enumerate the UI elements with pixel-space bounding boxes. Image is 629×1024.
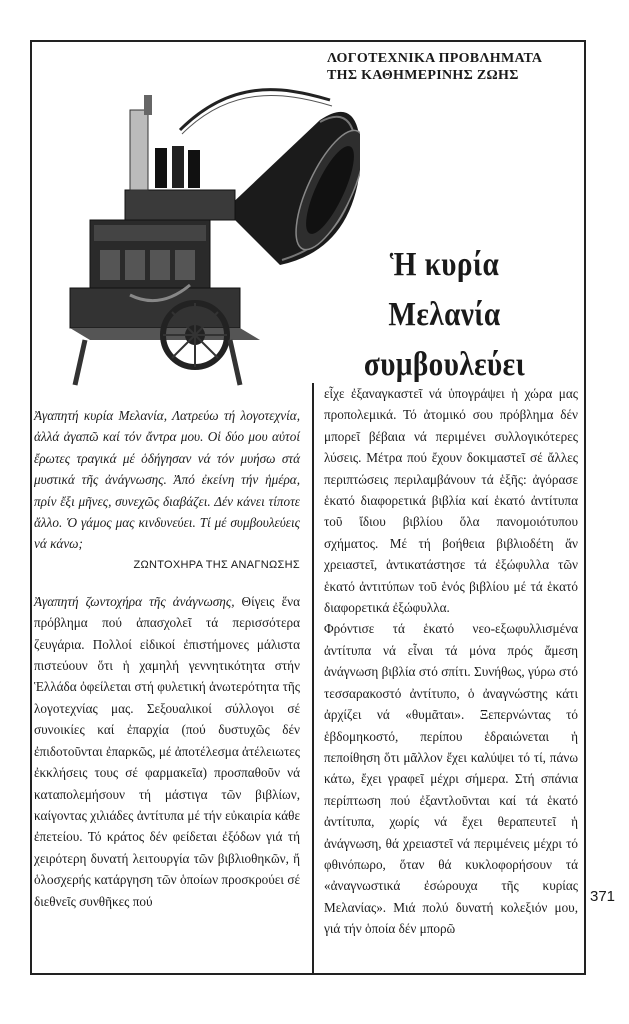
gramophone-icon (30, 60, 360, 390)
right-column-rule (584, 40, 586, 975)
center-column-rule (312, 383, 314, 973)
answer-left-paragraph (34, 591, 300, 912)
answer-salutation: Ἀγαπητή ζωντοχήρα τῆς ἀνάγνωσης, (34, 593, 235, 609)
article-title (331, 240, 559, 390)
kicker-line-2: ΤΗΣ ΚΑΘΗΜΕΡΙΝΗΣ ΖΩΗΣ (327, 68, 519, 83)
reader-letter: Ἀγαπητή κυρία Μελανία, Λατρεύω τή λογοτεχνία, ἀλλά ἀγαπῶ καί τόν ἄντρα μου. Οἱ δύο μου αὐτοί ἔρωτες τραγικά μέ ὁδήγησαν νά τόν μυήσω στά μυστικά τῆς ἀνάγνωσης. Ἀπό ἐκείνη τήν ἡμέρα, πρίν ἔξι μῆνες, συνεχῶς διαβάζει. Δέν κάνει τίποτε ἄλλο. Ὁ γάμος μας κινδυνεύει. Τί μέ συμβουλεύεις νά κάνω; (34, 408, 300, 552)
top-rule (30, 40, 585, 42)
letter-signature: ΖΩΝΤΟΧΗΡΑ ΤΗΣ ΑΝΑΓΝΩΣΗΣ (133, 558, 300, 571)
kicker-line-1: ΛΟΓΟΤΕΧΝΙΚΑ ΠΡΟΒΛΗΜΑΤΑ (327, 51, 543, 66)
title-line-1: Ἡ κυρία Μελανία (388, 246, 501, 333)
answer-left-text: Θίγεις ἕνα πρόβλημα πού ἀπασχολεῖ τά περισσότερα ζευγάρια. Πολλοί εἰδικοί ἐπιστήμονες μάλιστα πιστεύουν ὅτι ἡ χαμηλή γεννητικότητα στήν Ἑλλάδα ὀφείλεται στή φυλετική ἀνωτερότητα τῆς λογοτεχνίας μας. Σεξουαλικοί σύλλογοι σέ συνοικίες καί ἐπαρχία (πού δυστυχῶς δέν ἐπιδοτοῦνται ἐπαρκῶς, μέ ἀποτέλεσμα ἀτέλειωτες ἐκκλήσεις τους σέ φαρμακεῖα) προσπαθοῦν νά καταπολεμήσουν τή μάστιγα τῶν βιβλίων, καίγοντας χιλιάδες ἀντίτυπα μέ τήν εὐκαιρία κάθε ἐπετείου. Τό κράτος δέν φείδεται ἐξόδων γιά τή χειρότερη δυνατή λειτουργία τῶν βιβλιοθηκῶν, ἤ ὁλοσχερής κατάργηση τῶν ὁποίων προσκρούει σέ διεθνεῖς συνθῆκες πού (34, 593, 301, 909)
page-number: 371 (590, 888, 616, 905)
title-line-2: συμβουλεύει (363, 346, 526, 383)
right-column (324, 383, 578, 940)
section-kicker (327, 50, 577, 84)
left-column (34, 405, 300, 912)
answer-right-text-1: εἶχε ἐξαναγκαστεῖ νά ὑπογράψει ἡ χώρα μας προπολεμικά. Τό ἀτομικό σου πρόβλημα δέν μπορεῖ βέβαια νά περιμένει συλλογικότερες λύσεις. Μέτρα πού ἔχουν δοκιμαστεῖ σέ ἄλλες περιπτώσεις περιλαμβάνουν τά ἑξῆς: ἀγόρασε ἑκατό διαφορετικά βιβλία καί ἑκατό ἀντίτυπα τοῦ ἴδιου βιβλίου ὅλα πανομοιότυπου σχήματος. Μέ τή βοήθεια βιβλιοδέτη ἄν χρειαστεῖ, ἀντικατάστησε τά ἐξώφυλλα τῶν ἑκατό ἀντιτύπων τοῦ ἑνός βιβλίου μέ τά ἑκατό διαφορετικά ἐξώφυλλα. (324, 386, 578, 616)
bottom-rule (30, 973, 585, 975)
answer-right-text-2: Φρόντισε τά ἑκατό νεο-εξωφυλλισμένα ἀντίτυπα νά εἶναι τά μόνα πρός ἄμεση ἀνάγνωση βιβλία στό σπίτι. Συνήθως, γύρω στό τεσσαρακοστό ἀντίτυπο, ὁ ἀναγνώστης κάτι ἀρχίζει νά «θυμᾶται». Ξεπερνώντας τό ἑβδομηκοστό, περίπου ἑδραιώνεται ἡ πεποίθηση ὅτι μᾶλλον ἔχει καλύψει τό τί, πάνω κάτω, ἔχει γραφεῖ μέχρι σήμερα. Στή σπάνια περίπτωση πού ἐξαντλοῦνται καί τά ἑκατό ἀντίτυπα, χωρίς νά ἔχει θεραπευτεῖ ἡ ἀνάγνωση, θά χρειαστεῖ νά περιμένεις μέχρι τό φθινόπωρο, ὅταν θά κυκλοφορήσουν τά «ἀναγνωστικά ἐσώρουχα τῆς κυρίας Μελανίας». Μιά πολύ δυνατή κολεξιόν μου, γιά τήν ὁποία δέν μπορῶ (324, 621, 578, 937)
